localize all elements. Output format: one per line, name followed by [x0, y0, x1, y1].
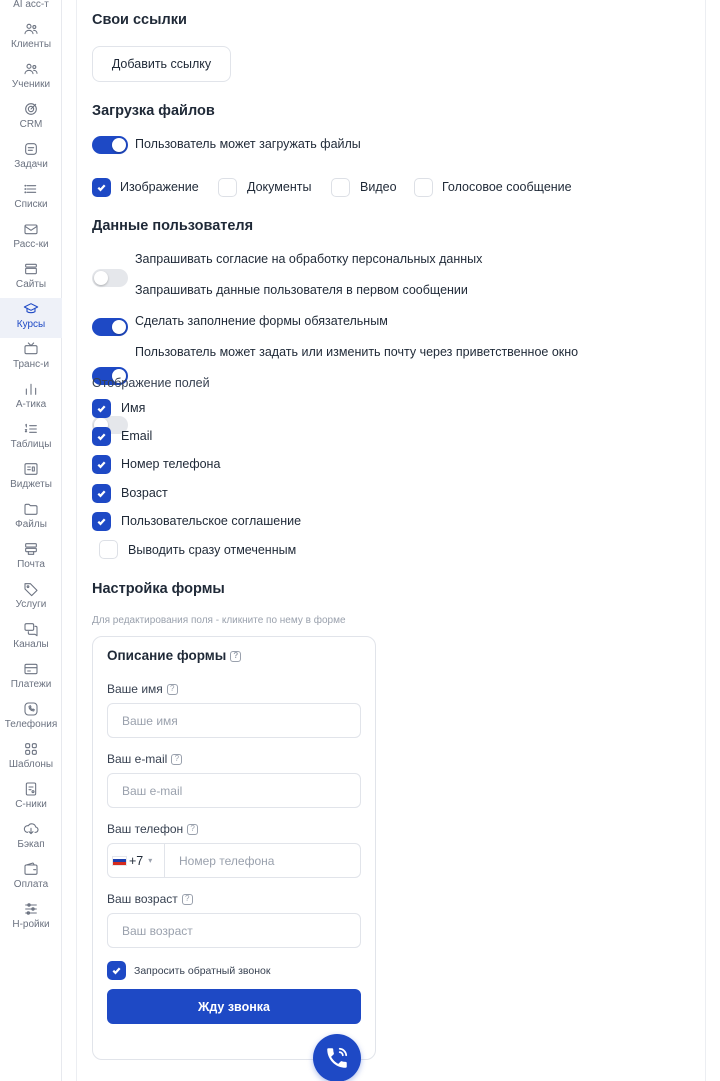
show-checked-label: Выводить сразу отмеченным [128, 543, 297, 557]
sidebar-item-label: Оплата [13, 879, 49, 890]
target-icon [22, 100, 40, 118]
checkmark-icon [96, 431, 107, 442]
upload-files-toggle-label: Пользователь может загружать файлы [135, 137, 361, 151]
checkmark-icon [96, 182, 107, 193]
field-agreement-checkbox[interactable] [92, 512, 111, 531]
phone-icon [324, 1045, 350, 1071]
form-required-toggle-label: Сделать заполнение формы обязательным [135, 314, 388, 328]
sliders-icon [22, 900, 40, 918]
sidebar-item-label: Клиенты [10, 39, 52, 50]
phone-field-label [107, 822, 198, 836]
sidebar-item-mail[interactable] [0, 538, 62, 578]
bar-chart-icon [22, 380, 40, 398]
tv-icon [22, 340, 40, 358]
sidebar-item-label: Бэкап [17, 839, 45, 850]
card-icon [22, 660, 40, 678]
sidebar-item-mailings[interactable] [0, 218, 62, 258]
mail-icon [22, 220, 40, 238]
sidebar-item-label: А-тика [15, 399, 47, 410]
sidebar-item-label: С-ники [15, 799, 47, 810]
phone-field [107, 843, 361, 878]
sidebar-item-label: Н-ройки [12, 919, 50, 930]
sidebar-item-label: Сайты [15, 279, 47, 290]
phone-label-text: Ваш телефон [107, 822, 184, 836]
sidebar-item-label: Транс-и [12, 359, 50, 370]
show-checked-checkbox[interactable] [99, 540, 118, 559]
wallet-icon [22, 860, 40, 878]
email-field-label [107, 752, 182, 766]
checkmark-icon [96, 459, 107, 470]
numbered-list-icon [22, 420, 40, 438]
sidebar-item-label: Списки [14, 199, 48, 210]
file-type-voice-checkbox[interactable] [414, 178, 433, 197]
sidebar-item-lists[interactable] [0, 178, 62, 218]
sidebar-item-label: Файлы [15, 519, 47, 530]
sidebar-item-label: AI асс-т [13, 0, 49, 10]
toggle-knob [94, 271, 108, 285]
file-type-voice-label: Голосовое сообщение [442, 180, 572, 194]
sidebar-item-label: Платежи [10, 679, 52, 690]
consent-toggle[interactable] [92, 269, 128, 287]
help-icon[interactable]: ? [167, 684, 178, 695]
add-link-button[interactable]: Добавить ссылку [92, 46, 231, 82]
tag-icon [22, 580, 40, 598]
help-icon[interactable]: ? [171, 754, 182, 765]
sidebar-item-payments[interactable] [0, 658, 62, 698]
sidebar-item-label: Задачи [14, 159, 48, 170]
name-input[interactable] [107, 703, 361, 738]
fields-display-title: Отображение полей [92, 376, 210, 390]
field-email-label: Email [121, 429, 153, 443]
cloud-download-icon [22, 820, 40, 838]
sidebar-item-label: Виджеты [10, 479, 52, 490]
field-name-label: Имя [121, 401, 146, 415]
form-settings-hint: Для редактирования поля - кликните по нему в форме [92, 615, 346, 626]
call-fab-button[interactable] [313, 1034, 361, 1081]
list-icon [22, 180, 40, 198]
sidebar-item-analytics[interactable] [0, 378, 62, 418]
toggle-knob [112, 138, 126, 152]
folder-icon [22, 500, 40, 518]
email-input[interactable] [107, 773, 361, 808]
sidebar-item-ai[interactable] [0, 0, 62, 18]
sidebar-item-label: Курсы [16, 319, 46, 330]
sidebar-item-tables[interactable] [0, 418, 62, 458]
country-code: +7 [129, 853, 144, 868]
sidebar-item-crm[interactable] [0, 98, 62, 138]
sidebar-item-label: Телефония [4, 719, 58, 730]
sidebar-item-sites[interactable] [0, 258, 62, 298]
sidebar-item-backup[interactable] [0, 818, 62, 858]
help-icon[interactable]: ? [187, 824, 198, 835]
field-agreement-label: Пользовательское соглашение [121, 514, 302, 528]
tasks-icon [22, 140, 40, 158]
widget-icon [22, 460, 40, 478]
sidebar-item-label: Каналы [13, 639, 49, 650]
file-type-documents-checkbox[interactable] [218, 178, 237, 197]
name-label-text: Ваше имя [107, 682, 163, 696]
file-type-image-label: Изображение [120, 180, 199, 194]
callback-checkbox[interactable] [107, 961, 126, 980]
sidebar-item-clients[interactable] [0, 18, 62, 58]
file-types-group [92, 177, 652, 199]
age-input[interactable] [107, 913, 361, 948]
field-phone-checkbox[interactable] [92, 455, 111, 474]
sidebar-item-settings[interactable] [0, 898, 62, 938]
sidebar-item-telephony[interactable] [0, 698, 62, 738]
links-section-title: Свои ссылки [92, 12, 187, 28]
request-data-toggle-label: Запрашивать данные пользователя в первом сообщении [135, 283, 468, 297]
email-label-text: Ваш e-mail [107, 752, 168, 766]
sidebar-item-templates[interactable] [0, 738, 62, 778]
upload-files-toggle[interactable] [92, 136, 128, 154]
sidebar-item-widgets[interactable] [0, 458, 62, 498]
request-call-button[interactable]: Жду звонка [107, 989, 361, 1024]
form-preview-card [92, 636, 376, 1060]
file-type-video-label: Видео [360, 180, 397, 194]
checkmark-icon [96, 488, 107, 499]
change-email-toggle-label: Пользователь может задать или изменить почту через приветственное окно [135, 345, 579, 359]
users-icon [22, 60, 40, 78]
toggle-knob [112, 320, 126, 334]
checkmark-icon [96, 403, 107, 414]
form-description-title[interactable] [107, 648, 241, 663]
upload-section-title: Загрузка файлов [92, 103, 215, 119]
phone-icon [22, 700, 40, 718]
help-icon[interactable]: ? [182, 894, 193, 905]
sidebar-item-label: Почта [17, 559, 45, 570]
country-code-select[interactable] [108, 844, 165, 877]
request-data-toggle[interactable] [92, 318, 128, 336]
form-settings-title: Настройка формы [92, 581, 225, 597]
sidebar-item-channels[interactable] [0, 618, 62, 658]
file-type-image-checkbox[interactable] [92, 178, 111, 197]
file-type-video-checkbox[interactable] [331, 178, 350, 197]
checkmark-icon [96, 516, 107, 527]
server-icon [22, 540, 40, 558]
sidebar-item-services[interactable] [0, 578, 62, 618]
help-icon[interactable]: ? [230, 651, 241, 662]
sidebar-item-label: Ученики [11, 79, 51, 90]
stack-icon [22, 260, 40, 278]
age-label-text: Ваш возраст [107, 892, 178, 906]
grid-icon [22, 740, 40, 758]
users-icon [22, 20, 40, 38]
sidebar-item-label: Услуги [15, 599, 47, 610]
sidebar-item-label: Расс-ки [13, 239, 49, 250]
sidebar-item-billing[interactable] [0, 858, 62, 898]
sidebar-item-courses[interactable] [0, 298, 62, 338]
sidebar-item-tasks[interactable] [0, 138, 62, 178]
sidebar-item-label: CRM [19, 119, 43, 130]
chevron-down-icon: ▾ [148, 856, 153, 865]
field-phone-label: Номер телефона [121, 457, 221, 471]
chat-icon [22, 620, 40, 638]
sidebar [0, 0, 62, 1081]
sidebar-item-label: Таблицы [10, 439, 52, 450]
age-field-label [107, 892, 193, 906]
sidebar-item-broadcasts[interactable] [0, 338, 62, 378]
callback-label: Запросить обратный звонок [134, 965, 271, 977]
form-description-text: Описание формы [107, 648, 227, 663]
phone-input[interactable] [165, 844, 360, 877]
graduation-cap-icon [22, 300, 40, 318]
sidebar-item-students[interactable] [0, 58, 62, 98]
field-age-checkbox[interactable] [92, 484, 111, 503]
badge-icon [22, 780, 40, 798]
consent-toggle-label: Запрашивать согласие на обработку персональных данных [135, 252, 483, 266]
sidebar-item-label: Шаблоны [8, 759, 54, 770]
russia-flag-icon [112, 856, 127, 866]
user-data-section-title: Данные пользователя [92, 218, 254, 234]
sidebar-item-employees[interactable] [0, 778, 62, 818]
field-age-label: Возраст [121, 486, 168, 500]
checkmark-icon [111, 965, 122, 976]
main-content [76, 0, 706, 1081]
field-name-checkbox[interactable] [92, 399, 111, 418]
sidebar-item-files[interactable] [0, 498, 62, 538]
name-field-label [107, 682, 178, 696]
field-email-checkbox[interactable] [92, 427, 111, 446]
file-type-documents-label: Документы [247, 180, 312, 194]
